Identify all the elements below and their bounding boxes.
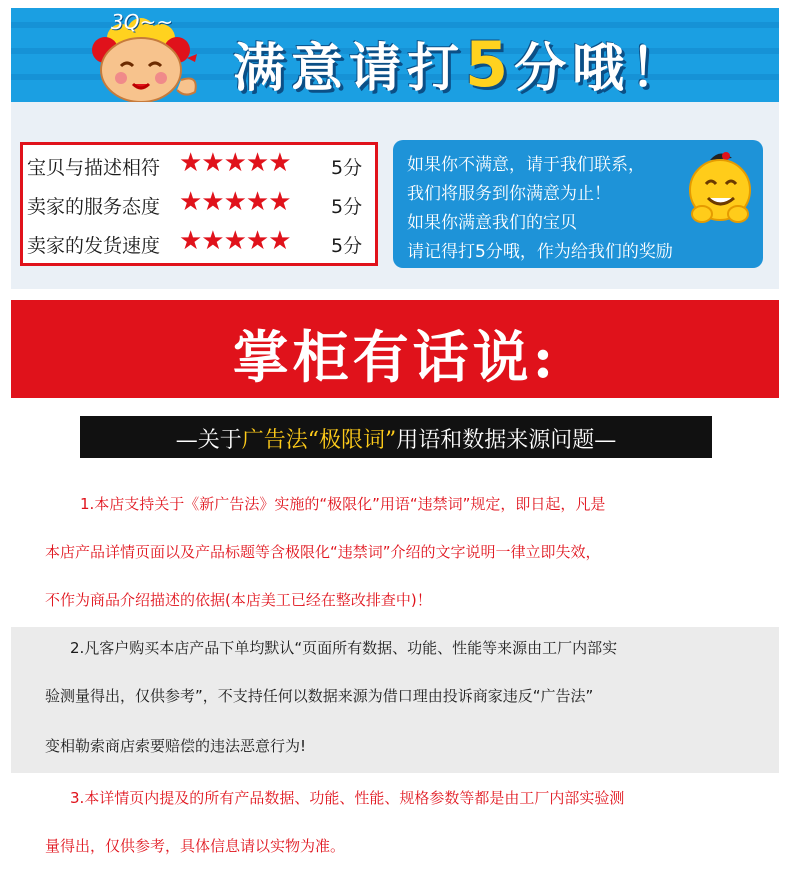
banner-title-pre: 满意请打 xyxy=(233,39,466,99)
rating-score: 5分 xyxy=(331,196,363,218)
notice-line: 量得出，仅供参考，具体信息请以实物为准。 xyxy=(45,837,346,855)
banner-title-post: 分哦！ xyxy=(514,39,689,99)
banner-title-number: 5 xyxy=(465,28,515,101)
message-line: 请记得打5分哦，作为给我们的奖励 xyxy=(407,242,673,262)
star-rating-icon: ★★★★★ xyxy=(179,148,291,178)
rating-row xyxy=(23,225,375,263)
shopkeeper-title: 掌柜有话说: xyxy=(232,325,558,391)
message-line: 如果你不满意，请于我们联系， xyxy=(407,155,645,175)
star-rating-icon: ★★★★★ xyxy=(179,187,291,217)
top-banner xyxy=(11,8,779,102)
subheader-text xyxy=(80,423,712,454)
rating-score: 5分 xyxy=(331,157,363,179)
rating-label: 宝贝与描述相符 xyxy=(27,157,161,179)
rating-box xyxy=(20,142,378,266)
rating-row xyxy=(23,186,375,224)
subheader-pre: —关于 xyxy=(175,428,242,453)
notice-line: 不作为商品介绍描述的依据(本店美工已经在整改排查中)！ xyxy=(45,591,432,609)
smiley-emoji-icon xyxy=(682,148,758,230)
subheader-bar xyxy=(80,416,712,458)
notice-line: 1.本店支持关于《新广告法》实施的“极限化”用语“违禁词”规定，即日起，凡是 xyxy=(80,495,606,513)
message-line: 我们将服务到你满意为止！ xyxy=(407,184,611,204)
subheader-highlight-limit-words: 极限词 xyxy=(319,428,386,453)
notice-line: 3.本详情页内提及的所有产品数据、功能、性能、规格参数等都是由工厂内部实验测 xyxy=(70,789,625,807)
notice-line: 本店产品详情页面以及产品标题等含极限化“违禁词”介绍的文字说明一律立即失效， xyxy=(45,543,601,561)
subheader-highlight-ad-law: 广告法 xyxy=(241,428,308,453)
subheader-post: 用语和数据来源问题— xyxy=(396,428,617,453)
rating-score: 5分 xyxy=(331,235,363,257)
notice-line: 验测量得出，仅供参考”，不支持任何以数据来源为借口理由投诉商家违反“广告法” xyxy=(45,687,594,705)
shopkeeper-header xyxy=(11,300,779,398)
message-line: 如果你满意我们的宝贝 xyxy=(407,213,577,233)
notice-line: 2.凡客户购买本店产品下单均默认“页面所有数据、功能、性能等来源由工厂内部实 xyxy=(70,639,618,657)
rating-row xyxy=(23,147,375,185)
star-rating-icon: ★★★★★ xyxy=(179,226,291,256)
subheader-quote-open: “ xyxy=(307,428,319,453)
rating-label: 卖家的发货速度 xyxy=(27,235,161,257)
rating-label: 卖家的服务态度 xyxy=(27,196,161,218)
subheader-quote-close: ” xyxy=(385,428,397,453)
notice-line: 变相勒索商店索要赔偿的违法恶意行为! xyxy=(45,737,307,755)
banner-title xyxy=(233,26,688,101)
mascot-caption: 3Q~~ xyxy=(111,10,173,34)
